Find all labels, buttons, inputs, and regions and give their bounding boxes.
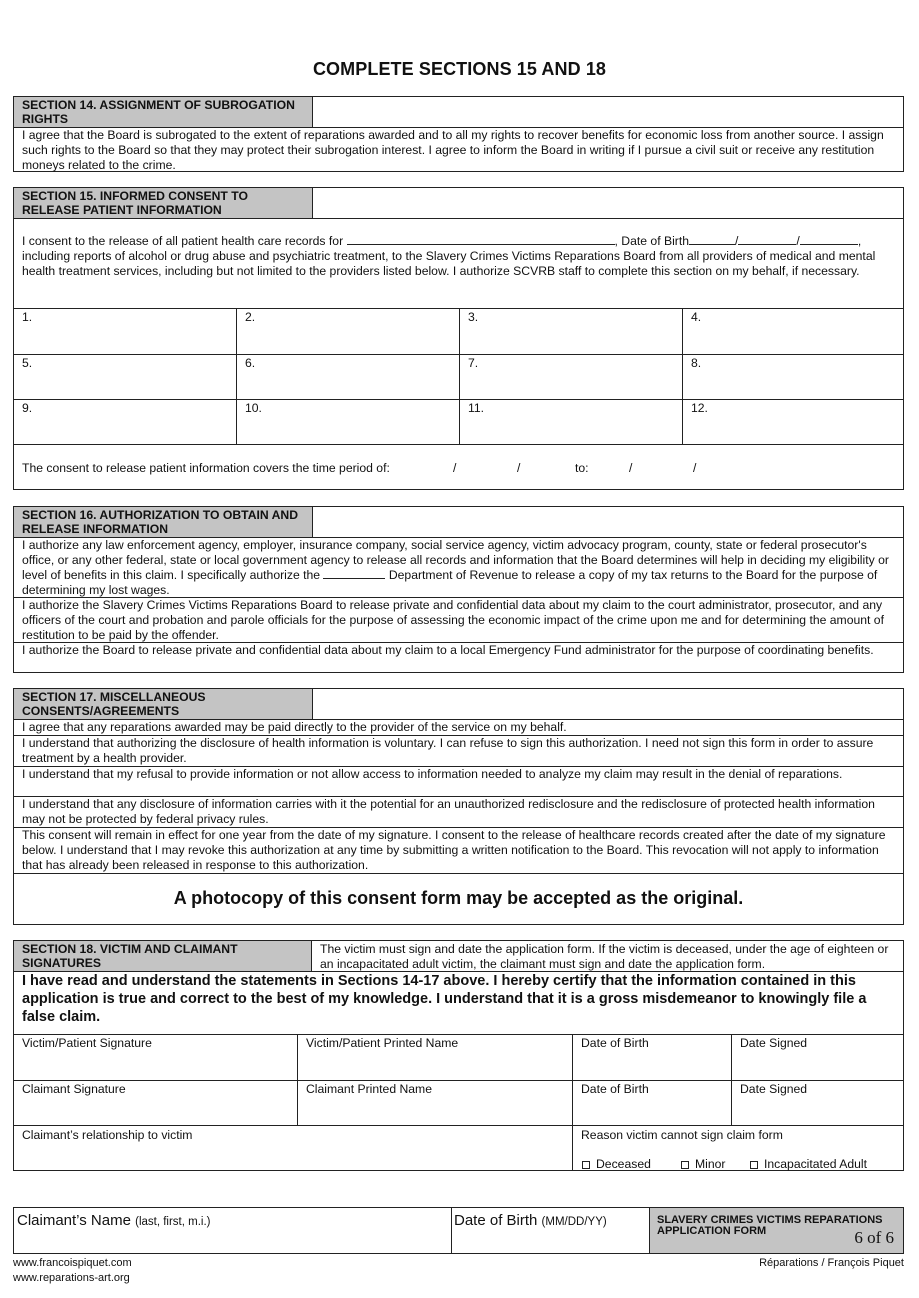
claimant-date-signed-field[interactable]: Date Signed [740, 1082, 808, 1096]
section-17-item-5: This consent will remain in effect for one year from the date of my signature. I consent to the release of healthcare records created after the date of my signature below. I understand that I may revoke this authorization at any time by submitting a written notification to the Board. This revocation will not apply to information that has already been released in response to this authorization. [22, 828, 886, 872]
page-title: COMPLETE SECTIONS 15 AND 18 [312, 59, 607, 79]
footer-url-1[interactable]: www.francoispiquet.com [13, 1257, 132, 1269]
provider-cell-2[interactable]: 2. [245, 310, 256, 324]
period-label: The consent to release patient information covers the time period of: [22, 461, 390, 475]
reason-minor[interactable]: Minor [681, 1157, 725, 1171]
provider-cell-6[interactable]: 6. [245, 356, 256, 370]
dob-month-blank[interactable] [689, 234, 735, 245]
section-15-header: SECTION 15. INFORMED CONSENT TO RELEASE PATIENT INFORMATION [14, 188, 313, 218]
section-16-header: SECTION 16. AUTHORIZATION TO OBTAIN AND RELEASE INFORMATION [14, 507, 313, 537]
consent-prefix: I consent to the release of all patient health care records for [22, 234, 344, 248]
section-18-header: SECTION 18. VICTIM AND CLAIMANT SIGNATURES [14, 941, 312, 971]
claimant-dob-field[interactable]: Date of Birth [581, 1082, 649, 1096]
checkbox-deceased[interactable] [582, 1161, 590, 1169]
section-14-header: SECTION 14. ASSIGNMENT OF SUBROGATION RIGHTS [14, 97, 313, 127]
checkbox-incapacitated[interactable] [750, 1161, 758, 1169]
provider-cell-1[interactable]: 1. [22, 310, 33, 324]
period-slash-3: / [629, 461, 633, 475]
reason-deceased[interactable]: Deceased [582, 1157, 651, 1171]
footer-form-title: SLAVERY CRIMES VICTIMS REPARATIONS APPLICATION FORM [657, 1214, 883, 1237]
section-18-instructions: The victim must sign and date the application form. If the victim is deceased, under the age of eighteen or an incapacitated adult victim, the claimant must sign and date the application form. [320, 942, 889, 971]
section-16 [13, 506, 904, 673]
dob-label: , Date of Birth [614, 234, 690, 248]
section-17-item-2: I understand that authorizing the disclosure of health information is voluntary. I can refuse to sign this authorization. I need not sign this form in order to assure treatment by a health provider. [22, 736, 874, 765]
victim-signature-field[interactable]: Victim/Patient Signature [22, 1036, 152, 1050]
victim-date-signed-field[interactable]: Date Signed [740, 1036, 808, 1050]
section-16-para-3: I authorize the Board to release private and confidential data about my claim to a local Emergency Fund administrator for the purpose of coordinating benefits. [22, 643, 874, 657]
period-slash-4: / [693, 461, 697, 475]
provider-cell-12[interactable]: 12. [691, 401, 708, 415]
section-17-header: SECTION 17. MISCELLANEOUS CONSENTS/AGREEMENTS [14, 689, 313, 719]
provider-cell-10[interactable]: 10. [245, 401, 262, 415]
provider-cell-4[interactable]: 4. [691, 310, 702, 324]
certification-statement: I have read and understand the statements in Sections 14-17 above. I hereby certify that the information contained in this application is true and correct to the best of my knowledge. I understand that it is a gross misdemeanor to knowingly file a false claim. [22, 973, 867, 1025]
footer-claimant-name-field[interactable]: Claimant’s Name (last, first, m.i.) [17, 1212, 211, 1229]
victim-printed-name-field[interactable]: Victim/Patient Printed Name [306, 1036, 459, 1050]
victim-dob-field[interactable]: Date of Birth [581, 1036, 649, 1050]
section-14 [13, 96, 904, 172]
section-17-item-3: I understand that my refusal to provide information or not allow access to information needed to analyze my claim may result in the denial of reparations. [22, 767, 843, 781]
claimant-signature-field[interactable]: Claimant Signature [22, 1082, 126, 1096]
footer-url-2[interactable]: www.reparations-art.org [13, 1272, 130, 1284]
photocopy-notice: A photocopy of this consent form may be accepted as the original. [173, 888, 744, 908]
provider-cell-3[interactable]: 3. [468, 310, 479, 324]
consent-rest: including reports of alcohol or drug abuse and psychiatric treatment, to the Slavery Crimes Victims Reparations Board from all providers of medical and mental health treatment services, including but not limited to the providers listed below. I authorize SCVRB staff to complete this section on my behalf, if necessary. [22, 249, 876, 278]
dob-day-blank[interactable] [738, 234, 796, 245]
section-16-para-1: I authorize any law enforcement agency, employer, insurance company, social service agency, victim advocacy program, county, state or federal prosecutor's office, or any other federal, state or local government agency to release all records and information that the Board determines will help in deciding my eligibility or level of benefits in this claim. I specifically authorize the Department of Revenue to release a copy of my tax returns to the Board for the purpose of determining my lost wages. [22, 538, 889, 597]
provider-cell-5[interactable]: 5. [22, 356, 33, 370]
provider-cell-11[interactable]: 11. [468, 401, 485, 415]
reason-incapacitated[interactable]: Incapacitated Adult [750, 1157, 867, 1171]
dob-year-blank[interactable] [800, 234, 858, 245]
claimant-printed-name-field[interactable]: Claimant Printed Name [306, 1082, 432, 1096]
provider-cell-8[interactable]: 8. [691, 356, 702, 370]
period-slash-2: / [517, 461, 521, 475]
footer-credit: Réparations / François Piquet [759, 1257, 904, 1269]
section-17 [13, 688, 904, 925]
section-15 [13, 187, 904, 490]
footer-page-number: 6 of 6 [854, 1228, 894, 1247]
checkbox-minor[interactable] [681, 1161, 689, 1169]
period-to-label: to: [575, 461, 589, 475]
section-18 [13, 940, 904, 1171]
reason-label: Reason victim cannot sign claim form [581, 1128, 783, 1142]
footer-dob-field[interactable]: Date of Birth (MM/DD/YY) [454, 1212, 607, 1229]
patient-name-blank[interactable] [347, 234, 615, 245]
provider-cell-9[interactable]: 9. [22, 401, 33, 415]
section-17-item-1: I agree that any reparations awarded may be paid directly to the provider of the service on my behalf. [22, 720, 567, 734]
period-slash-1: / [453, 461, 457, 475]
provider-cell-7[interactable]: 7. [468, 356, 479, 370]
section-16-para-2: I authorize the Slavery Crimes Victims Reparations Board to release private and confidential data about my claim to the court administrator, prosecutor, and any officers of the court and probation and parole officials for the purpose of assessing the economic impact of the crime upon me and for determining the amount of restitution to be paid by the offender. [22, 598, 884, 642]
footer-claimant-box [13, 1207, 904, 1254]
footer-form-title-box [650, 1208, 903, 1253]
section-14-body: I agree that the Board is subrogated to the extent of reparations awarded and to all my rights to recover benefits for economic loss from another source. I assign such rights to the Board so that they may protect their subrogation interest. I agree to inform the Board in writing if I pursue a civil suit or receive any restitution moneys related to the crime. [22, 128, 884, 172]
relationship-field[interactable]: Claimant’s relationship to victim [22, 1128, 193, 1142]
section-17-item-4: I understand that any disclosure of information carries with it the potential for an unauthorized redisclosure and the redisclosure of protected health information may not be protected by federal privacy rules. [22, 797, 875, 826]
section-15-consent: I consent to the release of all patient health care records for , Date of Birth / / , including reports of alcohol or drug abuse and psychiatric treatment, to the Slavery Crimes Victims Reparations Board from all providers of medical and mental health treatment services, including but not limited to the providers listed below. I authorize SCVRB staff to complete this section on my behalf, if necessary. [22, 234, 876, 278]
state-blank[interactable] [323, 568, 385, 579]
